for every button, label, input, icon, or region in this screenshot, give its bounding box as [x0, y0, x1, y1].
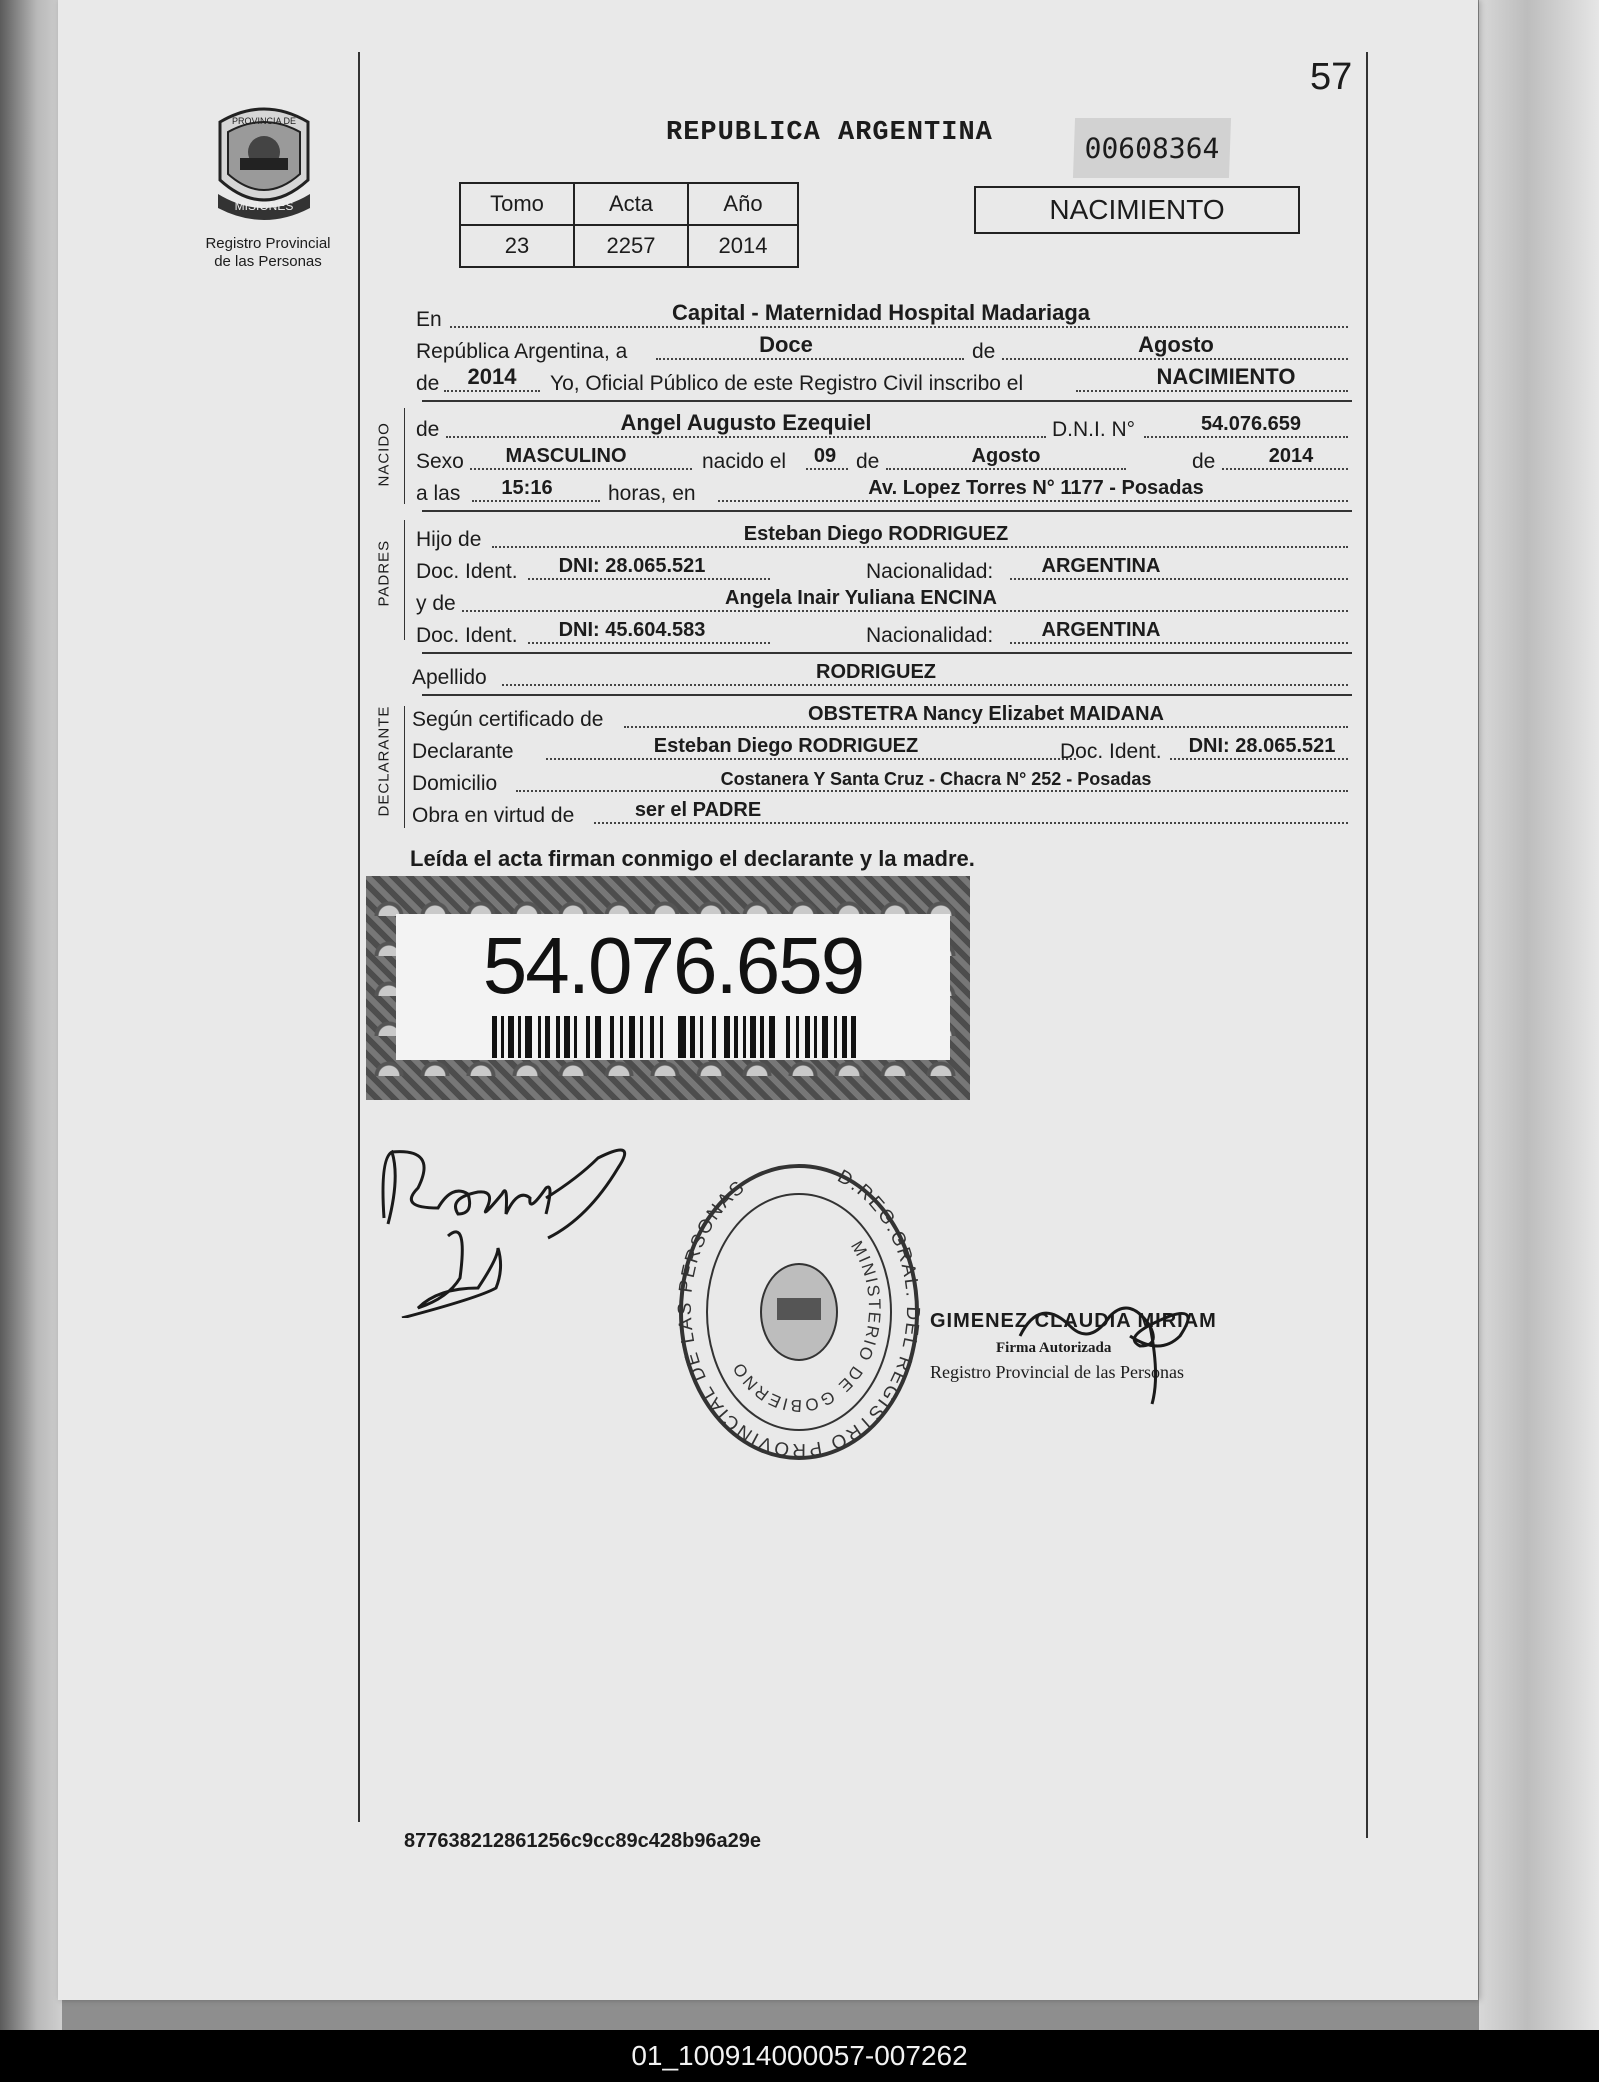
row-mother-doc [416, 620, 1352, 650]
alas-label: a las [416, 482, 461, 505]
doc-label: Doc. Ident. [416, 560, 518, 583]
official-office: Registro Provincial de las Personas [930, 1362, 1184, 1382]
capacity-value: ser el PADRE [634, 799, 762, 821]
section-bracket [404, 520, 405, 640]
dotted-line [1144, 436, 1348, 438]
row-sex-birth [416, 446, 1352, 476]
acta-value: 2257 [574, 225, 688, 267]
page-number: 57 [1310, 56, 1353, 98]
volume-table [459, 182, 799, 268]
act-type-box: NACIMIENTO [974, 186, 1300, 234]
birth-day-value: 09 [813, 445, 837, 467]
row-date [416, 332, 1352, 366]
barcode-label [396, 914, 950, 1060]
row-year [416, 364, 1352, 398]
doc-label: Doc. Ident. [416, 624, 518, 647]
misiones-coat-of-arms-logo [210, 102, 318, 226]
de-label: de [1192, 450, 1216, 473]
domicilio-label: Domicilio [412, 772, 498, 795]
child-dni-value: 54.076.659 [1200, 413, 1302, 435]
dotted-line [594, 822, 1348, 824]
dotted-line [1010, 578, 1348, 580]
obra-label: Obra en virtud de [412, 804, 575, 827]
official-role: Firma Autorizada [996, 1340, 1112, 1356]
logo-banner-text: MISIONES [234, 199, 294, 213]
scan-background-left [0, 0, 62, 2030]
dotted-line [1170, 758, 1348, 760]
ano-value: 2014 [688, 225, 798, 267]
yo-text: Yo, Oficial Público de este Registro Civil inscribo el [550, 372, 1024, 395]
section-bracket [404, 408, 405, 504]
sexo-label: Sexo [416, 450, 464, 473]
de-label: de [416, 418, 440, 441]
birth-year-value: 2014 [1268, 445, 1314, 467]
serial-number: 00608364 [1073, 118, 1231, 178]
tomo-value: 23 [460, 225, 574, 267]
scan-footer-id: 01_100914000057-007262 [0, 2030, 1599, 2082]
birth-place-value: Av. Lopez Torres N° 1177 - Posadas [868, 477, 1204, 499]
declarant-doc-value: DNI: 28.065.521 [1188, 735, 1336, 757]
row-child-name [416, 410, 1352, 444]
dotted-line [1222, 468, 1348, 470]
row-certifier [412, 703, 1352, 734]
volume-value-row [460, 225, 798, 267]
row-surname [412, 661, 1352, 692]
volume-header-row [460, 183, 798, 225]
official-name: GIMENEZ CLAUDIA MIRIAM [930, 1310, 1217, 1332]
document-title: REPUBLICA ARGENTINA [666, 118, 993, 148]
barcode-icon [492, 1016, 856, 1058]
horas-label: horas, en [608, 482, 696, 505]
sex-value: MASCULINO [505, 445, 627, 467]
dotted-line [446, 436, 1046, 438]
dotted-line [502, 684, 1348, 686]
dotted-line [806, 468, 848, 470]
month-value: Agosto [1138, 332, 1214, 357]
section-divider [422, 510, 1352, 512]
logo-caption [188, 235, 348, 271]
row-declarant [412, 735, 1352, 766]
certifier-value: OBSTETRA Nancy Elizabet MAIDANA [808, 703, 1164, 725]
official-handwritten-signature [1010, 1286, 1220, 1406]
barcode-number: 54.076.659 [482, 921, 864, 1010]
birth-month-value: Agosto [971, 445, 1041, 467]
section-label-nacido: NACIDO [375, 422, 393, 487]
dotted-line [472, 500, 600, 502]
dotted-line [624, 726, 1348, 728]
section-label-declarante: DECLARANTE [375, 705, 393, 817]
apellido-label: Apellido [412, 666, 487, 689]
de-label: de [856, 450, 880, 473]
father-name-value: Esteban Diego RODRIGUEZ [743, 523, 1009, 545]
row-father [416, 524, 1352, 554]
tomo-header: Tomo [460, 183, 574, 225]
dotted-line [462, 610, 1348, 612]
yde-label: y de [416, 592, 456, 615]
dotted-line [718, 500, 1348, 502]
closing-statement: Leída el acta firman conmigo el declarante y la madre. [410, 846, 975, 871]
row-capacity [412, 799, 1352, 830]
year-value: 2014 [467, 364, 517, 389]
de-label: de [416, 372, 440, 395]
row-time-place [416, 478, 1352, 508]
dotted-line [1076, 390, 1348, 392]
declarant-value: Esteban Diego RODRIGUEZ [653, 735, 919, 757]
dni-label: D.N.I. N° [1052, 418, 1136, 441]
dotted-line [528, 578, 770, 580]
row-mother [416, 588, 1352, 618]
stamp-inner-text: MINISTERIO DE GOBIERNO [728, 1237, 885, 1416]
logo-caption-line2: de las Personas [214, 253, 322, 270]
section-label-padres: PADRES [375, 539, 393, 607]
dotted-line [444, 390, 540, 392]
logo-caption-line1: Registro Provincial [205, 235, 331, 252]
ano-header: Año [688, 183, 798, 225]
declarant-doc-label: Doc. Ident. [1060, 740, 1162, 763]
dotted-line [656, 358, 964, 360]
nacionalidad-label: Nacionalidad: [866, 560, 994, 583]
child-name-value: Angel Augusto Ezequiel [620, 410, 872, 435]
acta-header: Acta [574, 183, 688, 225]
dotted-line [1002, 358, 1348, 360]
surname-value: RODRIGUEZ [816, 661, 936, 683]
dotted-line [516, 790, 1348, 792]
de-label: de [972, 340, 996, 363]
official-signature-block [930, 1310, 1240, 1420]
row-father-doc [416, 556, 1352, 586]
scan-background-right [1479, 0, 1599, 2030]
section-divider [422, 400, 1352, 402]
en-label: En [416, 308, 442, 331]
republica-label: República Argentina, a [416, 340, 628, 363]
official-seal-stamp [674, 1158, 924, 1466]
birth-time-value: 15:16 [501, 477, 553, 499]
dotted-line [546, 758, 1076, 760]
day-word-value: Doce [759, 332, 813, 357]
document-hash: 877638212861256c9cc89c428b96a29e [404, 1830, 762, 1852]
mother-nationality-value: ARGENTINA [1041, 619, 1161, 641]
section-divider [422, 652, 1352, 654]
dotted-line [492, 546, 1348, 548]
stamp-ring-text: D.REG.GRAL. DEL REGISTRO PROVINCIAL DE LAS PERSONAS [674, 1166, 924, 1461]
row-address [412, 768, 1352, 798]
row-place [416, 300, 1352, 334]
left-margin-line [358, 52, 360, 1822]
dni-barcode-sticker [366, 876, 970, 1100]
declarante-label: Declarante [412, 740, 514, 763]
dotted-line [450, 326, 1348, 328]
place-value: Capital - Maternidad Hospital Madariaga [671, 300, 1091, 325]
nacido-label: nacido el [702, 450, 787, 473]
dotted-line [886, 468, 1126, 470]
declarant-signature [378, 1138, 658, 1318]
hijo-label: Hijo de [416, 528, 482, 551]
act-value: NACIMIENTO [1156, 364, 1296, 389]
father-doc-value: DNI: 28.065.521 [558, 555, 706, 577]
father-nationality-value: ARGENTINA [1041, 555, 1161, 577]
section-bracket [404, 706, 405, 828]
mother-name-value: Angela Inair Yuliana ENCINA [725, 587, 997, 609]
dotted-line [470, 468, 692, 470]
segun-label: Según certificado de [412, 708, 604, 731]
logo-ring-text: PROVINCIA DE [231, 116, 297, 126]
dotted-line [1010, 642, 1348, 644]
dotted-line [528, 642, 770, 644]
nacionalidad-label: Nacionalidad: [866, 624, 994, 647]
address-value: Costanera Y Santa Cruz - Chacra N° 252 - Posadas [720, 769, 1152, 789]
section-divider [422, 694, 1352, 696]
mother-doc-value: DNI: 45.604.583 [558, 619, 706, 641]
right-margin-line [1366, 52, 1368, 1838]
